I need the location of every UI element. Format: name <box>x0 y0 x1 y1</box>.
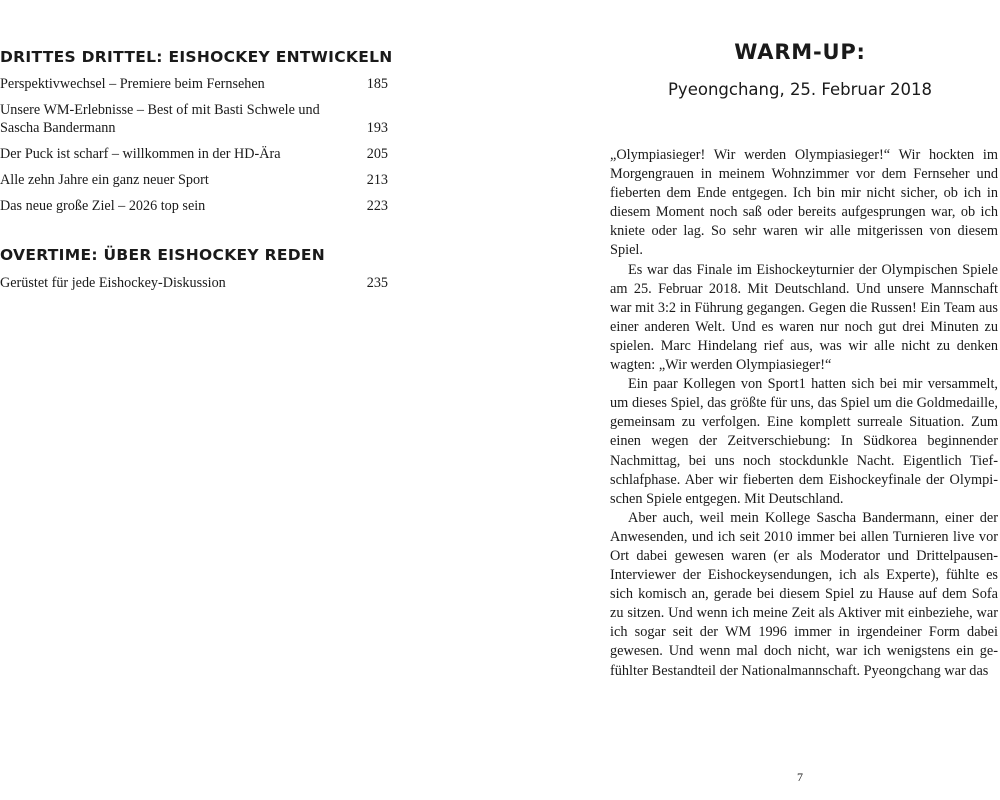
toc-section-title: OVERTIME: ÜBER EISHOCKEY REDEN <box>0 246 326 264</box>
toc-section-title: DRITTES DRITTEL: EISHOCKEY ENTWICKELN <box>0 48 393 66</box>
toc-entry-page: 213 <box>366 172 388 188</box>
page-number: 7 <box>797 770 803 784</box>
chapter-subtitle: Pyeongchang, 25. Februar 2018 <box>667 80 933 99</box>
paragraph: „Olympiasieger! Wir werden Olympiasieger!“ Wir hockten im Morgengrauen in meinem Wohnzimmer vor dem Fernseher und fieberten dem Ende entgegen. Ich bin mir nicht sicher, ob ich in diesem Moment noch saß oder bereits aufgesprungen war, ob ich kniete oder lag. So sehr waren wir alle mitgerissen von diesem Spiel. <box>610 147 998 259</box>
paragraph: Aber auch, weil mein Kollege Sascha Bandermann, einer der Anwesenden, und ich seit 2010 immer bei allen Turnieren live vor Ort dabei gewesen waren (er als Moderator und Drittelpausen-Interviewer der Eishockeysendungen, ich als Experte), fühlte es sich komisch an, gerade bei diesem Spiel zu Hause auf dem Sofa zu sitzen. Und wenn ich meine Zeit als Aktiver mit einbeziehe, war ich sogar seit der WM 1996 immer in irgendeiner Form dabei gewesen. Und wenn mal doch nicht, war ich wenigstens ein gefühlter Bestandteil der Nationalmannschaft. Pyeongchang war das <box>610 509 998 679</box>
toc-entry[interactable] <box>0 197 388 215</box>
toc-entry-title: Alle zehn Jahre ein ganz neuer Sport <box>0 172 209 188</box>
toc-entry[interactable] <box>0 101 388 137</box>
chapter-body <box>610 146 998 681</box>
toc-entry-page: 205 <box>366 146 388 162</box>
paragraph: Ein paar Kollegen von Sport1 hatten sich bei mir versammelt, um dieses Spiel, das größte für uns, das Spiel um die Goldmedaille, gemeinsam zu verfolgen. Eine komplett surreale Situation. Zum einen wegen der Zeitverschiebung: In Südkorea beginnender Nachmittag, bei uns noch stockdunkle Nacht. Eigentlich Tiefschlafphase. Aber wir fieberten dem Eishockeyfinale der Olympischen Spiele entgegen. Mit Deutschland. <box>610 376 998 507</box>
toc-entry-title: Gerüstet für jede Eishockey-Diskussion <box>0 275 226 291</box>
toc-entry-page: 235 <box>366 275 388 291</box>
toc-entry-title: Das neue große Ziel – 2026 top sein <box>0 198 206 214</box>
toc-entry-title: Der Puck ist scharf – willkommen in der HD-Ära <box>0 146 281 162</box>
right-page-chapter <box>600 0 1000 800</box>
toc-entry[interactable] <box>0 145 388 163</box>
toc-entry-title: Unsere WM-Erlebnisse – Best of mit Basti Schwele und Sascha Bandermann <box>0 102 320 136</box>
toc-entry-title: Perspektivwechsel – Premiere beim Fernsehen <box>0 76 265 92</box>
paragraph: Es war das Finale im Eishockeyturnier der Olympischen Spiele am 25. Februar 2018. Mit Deutschland. Und unsere Mannschaft war mit 3:2 in Führung gegangen. Gegen die Russen! Ein Team aus einer anderen Welt. Und es waren nur noch gut drei Minuten zu spielen. Marc Hindelang rief aus, was wir alle nicht zu denken wagten: „Wir werden Olympiasieger!“ <box>610 261 998 374</box>
toc-entry-page: 185 <box>366 76 388 92</box>
toc-entry[interactable] <box>0 171 388 189</box>
toc-entry[interactable] <box>0 274 388 292</box>
chapter-title: WARM-UP: <box>734 40 866 64</box>
left-page-toc <box>0 0 400 800</box>
toc-entry[interactable] <box>0 75 388 93</box>
toc-entry-page: 193 <box>366 120 388 136</box>
toc-entry-page: 223 <box>366 198 388 214</box>
